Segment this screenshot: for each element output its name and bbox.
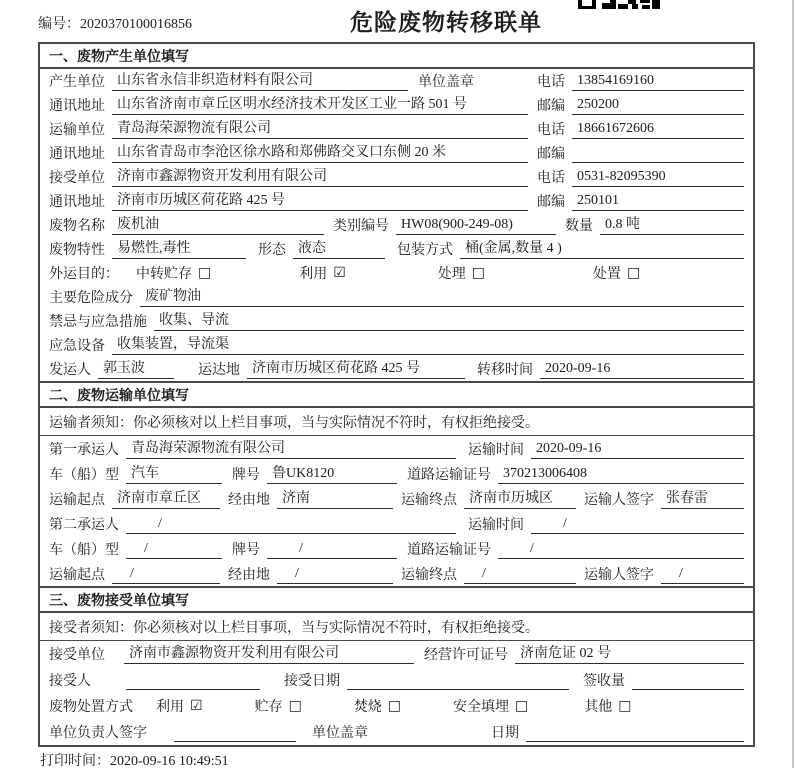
receiving-unit-label: 接受单位	[49, 648, 105, 663]
producer-seal-label: 单位盖章	[418, 75, 474, 90]
second-carrier-row	[40, 511, 753, 536]
receiver-address-label: 通讯地址	[49, 195, 105, 210]
disposal-option-storage-label: 贮存	[254, 700, 283, 715]
first-carrier-label: 第一承运人	[49, 442, 119, 458]
disposal-method-row	[40, 693, 753, 719]
waste-code-value: HW08(900-249-08)	[396, 215, 556, 235]
disposal-option-utilize-label: 利用	[156, 700, 184, 715]
transporter-notice: 运输者须知：你必须核对以上栏目事项，当与实际情况不符时，有权拒绝接受。	[40, 408, 753, 436]
receiver-phone-label: 电话	[537, 171, 565, 186]
first-carrier-sign-value: 张春雷	[661, 489, 744, 509]
waste-name-row	[40, 213, 753, 237]
receive-date-label: 接受日期	[284, 674, 340, 689]
transporter-label: 运输单位	[49, 123, 105, 138]
waste-property-label: 废物特性	[49, 243, 105, 258]
first-carrier-value: 青岛海荣源物流有限公司	[126, 439, 456, 459]
form-number-label: 编号：	[38, 17, 80, 32]
purpose-option-treat-label: 处理	[437, 267, 466, 282]
license-no-value: 济南危证 02 号	[515, 644, 744, 664]
transfer-form-table	[38, 42, 755, 747]
destination-value: 济南市历城区荷花路 425 号	[247, 359, 465, 379]
responsible-sign-row	[40, 719, 753, 745]
disposal-method-label: 废物处置方式	[49, 700, 133, 715]
second-plate-label: 牌号	[232, 542, 260, 558]
second-vehicle-type-label: 车（船）型	[49, 542, 119, 558]
second-origin-value: /	[112, 564, 220, 584]
transporter-address-label: 通讯地址	[49, 147, 105, 162]
purpose-row	[40, 261, 753, 285]
received-qty-value	[632, 670, 744, 690]
emergency-equipment-label: 应急设备	[49, 339, 105, 354]
producer-label: 产生单位	[49, 75, 105, 90]
transporter-zip-value	[572, 143, 744, 163]
receiver-zip-label: 邮编	[537, 195, 565, 210]
receiver-notice: 接受者须知：你必须核对以上栏目事项，当与实际情况不符时，有权拒绝接受。	[40, 613, 753, 641]
hazard-component-label: 主要危险成分	[49, 291, 133, 306]
second-transport-time-value: /	[531, 514, 744, 534]
purpose-option-transfer-storage	[136, 263, 211, 283]
destination-label: 运达地	[198, 363, 240, 378]
unit-seal-label: 单位盖章	[312, 726, 368, 741]
emergency-equipment-value: 收集装置，导流渠	[112, 335, 744, 355]
received-qty-label: 签收量	[583, 674, 625, 689]
first-origin-label: 运输起点	[49, 492, 105, 508]
second-origin-label: 运输起点	[49, 567, 105, 583]
second-carrier-sign-label: 运输人签字	[584, 567, 654, 583]
first-carrier-sign-label: 运输人签字	[584, 492, 654, 508]
disposal-option-other-label: 其他	[584, 700, 613, 715]
disposal-option-landfill	[453, 696, 528, 716]
waste-property-value: 易燃性,毒性	[112, 239, 246, 259]
waste-qty-label: 数量	[565, 219, 593, 234]
checkbox-checked-icon: ☑	[333, 265, 346, 281]
checkbox-unchecked-icon: □	[515, 698, 529, 714]
receiving-unit-row	[40, 641, 753, 667]
second-route-row	[40, 561, 753, 586]
producer-zip-value: 250200	[572, 95, 744, 115]
second-via-label: 经由地	[228, 567, 270, 583]
date-value	[526, 722, 744, 742]
shipper-value: 郭玉波	[98, 359, 174, 379]
form-title: 危险废物转移联单	[350, 10, 542, 35]
transporter-address-row	[40, 141, 753, 165]
shipper-row	[40, 357, 753, 381]
first-vehicle-row	[40, 461, 753, 486]
waste-qty-value: 0.8 吨	[600, 215, 744, 235]
transporter-phone-value: 18661672606	[572, 119, 744, 139]
transfer-time-value: 2020-09-16	[540, 359, 744, 379]
producer-phone-label: 电话	[537, 75, 565, 90]
waste-form-label: 形态	[258, 243, 286, 258]
disposal-option-storage	[255, 696, 302, 716]
disposal-option-landfill-label: 安全填埋	[453, 700, 510, 715]
receiver-value: 济南市鑫源物资开发利用有限公司	[112, 167, 528, 187]
first-via-value: 济南	[277, 489, 393, 509]
first-plate-value: 鲁UK8120	[267, 464, 397, 484]
print-time-value: 2020-09-16 10:49:51	[110, 754, 229, 769]
producer-zip-label: 邮编	[537, 99, 565, 114]
checkbox-unchecked-icon: □	[288, 698, 302, 714]
first-via-label: 经由地	[228, 492, 270, 508]
checkbox-unchecked-icon: □	[627, 265, 641, 281]
second-road-permit-value: /	[498, 539, 744, 559]
second-endpoint-value: /	[464, 564, 576, 584]
shipper-label: 发运人	[49, 363, 91, 378]
first-carrier-row	[40, 436, 753, 461]
first-transport-time-value: 2020-09-16	[531, 439, 744, 459]
date-label: 日期	[491, 726, 519, 741]
waste-form-value: 液态	[293, 239, 385, 259]
producer-value: 山东省永信非织造材料有限公司	[112, 71, 408, 91]
second-carrier-value: /	[126, 514, 456, 534]
first-vehicle-type-value: 汽车	[126, 464, 222, 484]
section-2-header: 二、废物运输单位填写	[40, 381, 753, 408]
taboo-measures-value: 收集、导流	[154, 311, 744, 331]
checkbox-unchecked-icon: □	[618, 698, 632, 714]
checkbox-checked-icon: ☑	[190, 698, 203, 714]
waste-code-label: 类别编号	[333, 219, 389, 234]
disposal-option-incinerate-label: 焚烧	[353, 700, 382, 715]
responsible-sign-label: 单位负责人签字	[49, 726, 147, 741]
disposal-option-utilize	[156, 696, 203, 716]
page-edge-line	[792, 0, 794, 768]
receiver-person-value	[126, 670, 260, 690]
transporter-row	[40, 117, 753, 141]
producer-row	[40, 69, 753, 93]
print-time	[40, 750, 229, 770]
hazard-component-row	[40, 285, 753, 309]
receiver-row	[40, 165, 753, 189]
second-plate-value: /	[267, 539, 397, 559]
purpose-option-dispose	[593, 263, 640, 283]
second-endpoint-label: 运输终点	[401, 567, 457, 583]
taboo-measures-label: 禁忌与应急措施	[49, 315, 147, 330]
second-vehicle-type-value: /	[126, 539, 222, 559]
checkbox-unchecked-icon: □	[198, 265, 212, 281]
receiver-person-label: 接受人	[49, 674, 91, 689]
first-plate-label: 牌号	[232, 467, 260, 483]
purpose-option-dispose-label: 处置	[593, 267, 622, 282]
checkbox-unchecked-icon: □	[471, 265, 486, 281]
purpose-option-treat	[438, 263, 485, 283]
first-road-permit-value: 370213006408	[498, 464, 744, 484]
purpose-option-utilize-label: 利用	[299, 267, 328, 282]
first-vehicle-type-label: 车（船）型	[49, 467, 119, 483]
second-vehicle-row	[40, 536, 753, 561]
qr-code-icon	[578, 0, 663, 9]
transporter-address-value: 山东省青岛市李沧区徐水路和郑佛路交叉口东侧 20 米	[112, 143, 528, 163]
producer-address-row	[40, 93, 753, 117]
purpose-option-utilize	[299, 263, 346, 283]
second-road-permit-label: 道路运输证号	[407, 542, 491, 558]
checkbox-unchecked-icon: □	[387, 698, 402, 714]
receiver-address-value: 济南市历城区荷花路 425 号	[112, 191, 528, 211]
license-no-label: 经营许可证号	[424, 648, 508, 663]
receiver-address-row	[40, 189, 753, 213]
section-1-header: 一、废物产生单位填写	[40, 44, 753, 69]
second-transport-time-label: 运输时间	[468, 517, 524, 533]
transporter-zip-label: 邮编	[537, 147, 565, 162]
second-carrier-label: 第二承运人	[49, 517, 119, 533]
form-number	[38, 13, 192, 33]
receiver-person-row	[40, 667, 753, 693]
first-road-permit-label: 道路运输证号	[407, 467, 491, 483]
section-3-header: 三、废物接受单位填写	[40, 586, 753, 613]
transporter-value: 青岛海荣源物流有限公司	[112, 119, 528, 139]
waste-name-value: 废机油	[112, 215, 324, 235]
receiver-label: 接受单位	[49, 171, 105, 186]
packing-label: 包装方式	[397, 243, 453, 258]
receive-date-value	[347, 670, 569, 690]
first-route-row	[40, 486, 753, 511]
print-time-label: 打印时间：	[40, 754, 110, 769]
transporter-phone-label: 电话	[537, 123, 565, 138]
disposal-option-incinerate	[354, 696, 401, 716]
form-number-value: 2020370100016856	[80, 17, 192, 32]
transfer-time-label: 转移时间	[477, 363, 533, 378]
second-via-value: /	[277, 564, 393, 584]
first-origin-value: 济南市章丘区	[112, 489, 220, 509]
hazard-component-value: 废矿物油	[140, 287, 744, 307]
first-transport-time-label: 运输时间	[468, 442, 524, 458]
first-endpoint-label: 运输终点	[401, 492, 457, 508]
purpose-option-transfer-storage-label: 中转贮存	[136, 267, 192, 282]
waste-name-label: 废物名称	[49, 219, 105, 234]
receiver-zip-value: 250101	[572, 191, 744, 211]
disposal-option-other	[584, 696, 631, 716]
receiving-unit-value: 济南市鑫源物资开发利用有限公司	[124, 644, 414, 664]
taboo-measures-row	[40, 309, 753, 333]
producer-address-value: 山东省济南市章丘区明水经济技术开发区工业一路 501 号	[112, 95, 528, 115]
second-carrier-sign-value: /	[661, 564, 744, 584]
purpose-label: 外运目的：	[49, 267, 119, 282]
first-endpoint-value: 济南市历城区	[464, 489, 576, 509]
responsible-sign-value	[174, 722, 296, 742]
emergency-equipment-row	[40, 333, 753, 357]
receiver-phone-value: 0531-82095390	[572, 167, 744, 187]
producer-phone-value: 13854169160	[572, 71, 744, 91]
waste-property-row	[40, 237, 753, 261]
packing-value: 桶(金属,数量 4 )	[460, 239, 744, 259]
producer-address-label: 通讯地址	[49, 99, 105, 114]
